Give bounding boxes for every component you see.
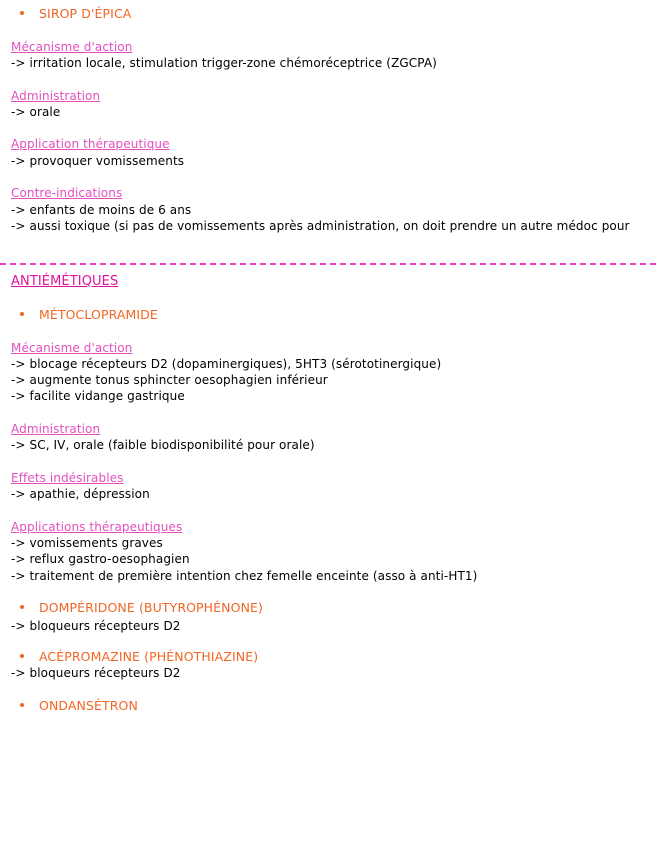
text-line: -> irritation locale, stimulation trigger-zone chémoréceptrice (ZGCPA): [11, 56, 437, 70]
bullet-icon: [20, 312, 24, 316]
text-line: -> bloqueurs récepteurs D2: [11, 666, 181, 680]
heading-text: SIROP D'ÉPICA: [39, 6, 132, 21]
subheading-contre-indications: Contre-indications: [11, 186, 123, 200]
subheading-administration: Administration: [11, 422, 101, 436]
heading-text: ACÉPROMAZINE (PHÉNOTHIAZINE): [39, 649, 259, 664]
heading-sirop-epica: [20, 6, 131, 22]
subheading-application: Application thérapeutique: [11, 137, 170, 151]
heading-text: ONDANSÉTRON: [39, 698, 138, 713]
heading-metoclopramide: [20, 307, 158, 323]
text-line: -> apathie, dépression: [11, 487, 150, 501]
text-line: -> reflux gastro-oesophagien: [11, 552, 190, 566]
subheading-applications: Applications thérapeutiques: [11, 520, 183, 534]
subheading-administration: Administration: [11, 89, 101, 103]
text-line: -> SC, IV, orale (faible biodisponibilité pour orale): [11, 438, 315, 452]
text-line: -> augmente tonus sphincter oesophagien inférieur: [11, 373, 328, 387]
bullet-icon: [20, 654, 24, 658]
text-line: -> orale: [11, 105, 61, 119]
text-line: -> aussi toxique (si pas de vomissements après administration, on doit prendre un autre médoc pour: [11, 219, 630, 233]
heading-text: DOMPÉRIDONE (BUTYROPHÉNONE): [39, 600, 263, 615]
bullet-icon: [20, 605, 24, 609]
text-line: -> vomissements graves: [11, 536, 163, 550]
text-line: -> traitement de première intention chez femelle enceinte (asso à anti-HT1): [11, 569, 478, 583]
text-line: -> provoquer vomissements: [11, 154, 185, 168]
text-line: -> enfants de moins de 6 ans: [11, 203, 192, 217]
heading-ondansetron: [20, 698, 138, 714]
subheading-effets: Effets indésirables: [11, 471, 124, 485]
heading-text: MÉTOCLOPRAMIDE: [39, 307, 158, 322]
dashed-divider: [0, 263, 656, 265]
subheading-mecanisme: Mécanisme d'action: [11, 40, 133, 54]
section-title: ANTIÉMÉTIQUES: [11, 274, 119, 289]
heading-acepromazine: [20, 649, 258, 665]
bullet-icon: [20, 703, 24, 707]
text-line: -> blocage récepteurs D2 (dopaminergiques), 5HT3 (sérototinergique): [11, 357, 442, 371]
subheading-mecanisme: Mécanisme d'action: [11, 341, 133, 355]
text-line: -> facilite vidange gastrique: [11, 389, 185, 403]
bullet-icon: [20, 11, 24, 15]
text-line: -> bloqueurs récepteurs D2: [11, 619, 181, 633]
heading-domperidone: [20, 600, 263, 616]
